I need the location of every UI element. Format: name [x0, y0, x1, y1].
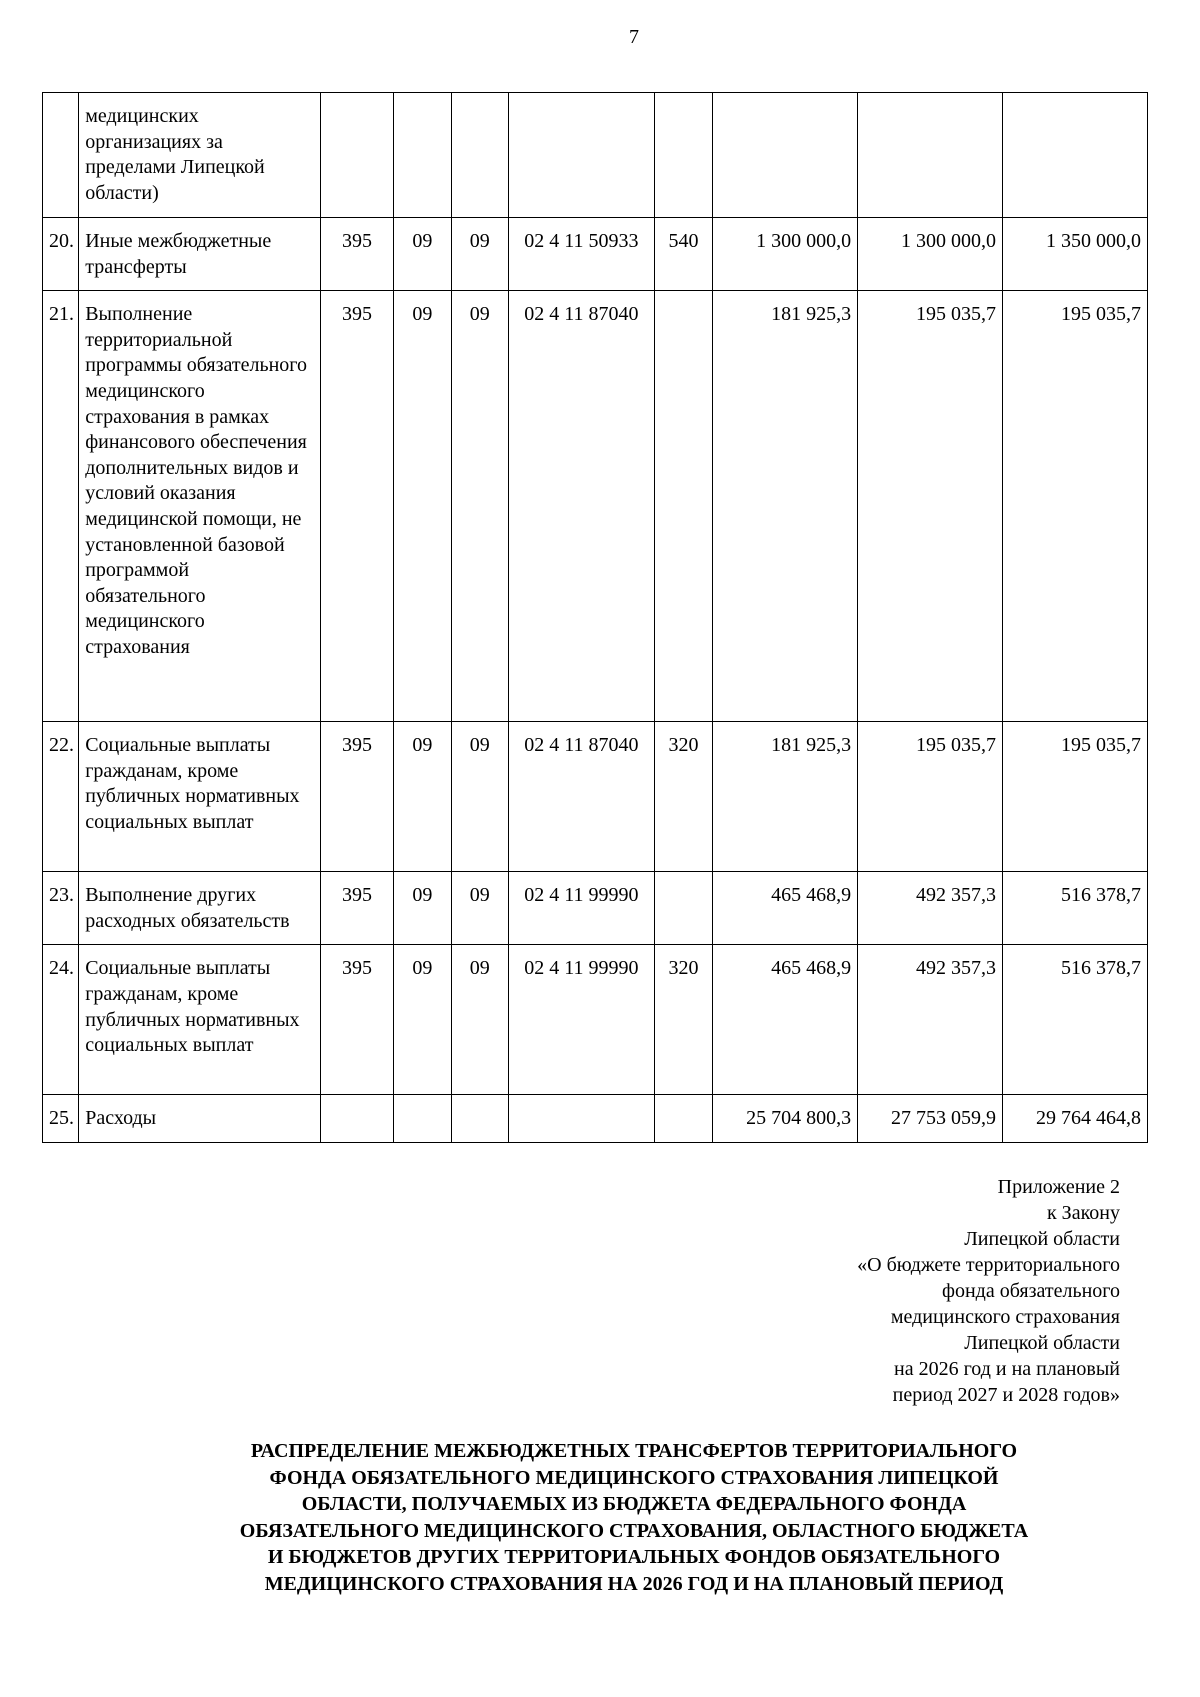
section-code: 09 — [394, 291, 451, 722]
amount-2027: 195 035,7 — [858, 291, 1003, 722]
amount-2028: 1 350 000,0 — [1003, 218, 1148, 291]
row-number — [43, 93, 79, 218]
amount-2027: 27 753 059,9 — [858, 1095, 1003, 1143]
appendix-line: Липецкой области — [964, 1228, 1120, 1250]
expense-type-code: 320 — [654, 945, 712, 1095]
amount-2027 — [858, 93, 1003, 218]
row-number: 24. — [43, 945, 79, 1095]
admin-code — [320, 1095, 393, 1143]
amount-2026: 181 925,3 — [713, 722, 858, 872]
subsection-code: 09 — [451, 872, 508, 945]
target-code: 02 4 11 87040 — [508, 722, 654, 872]
title-line: ОБЛАСТИ, ПОЛУЧАЕМЫХ ИЗ БЮДЖЕТА ФЕДЕРАЛЬНОГО ФОНДА — [301, 1493, 967, 1515]
admin-code: 395 — [320, 872, 393, 945]
expense-type-code — [654, 872, 712, 945]
section-code: 09 — [394, 722, 451, 872]
target-code — [508, 1095, 654, 1143]
amount-2026: 25 704 800,3 — [713, 1095, 858, 1143]
admin-code: 395 — [320, 218, 393, 291]
amount-2026: 465 468,9 — [713, 872, 858, 945]
target-code: 02 4 11 50933 — [508, 218, 654, 291]
amount-2027: 1 300 000,0 — [858, 218, 1003, 291]
appendix-line: период 2027 и 2028 годов» — [892, 1384, 1120, 1406]
row-number: 25. — [43, 1095, 79, 1143]
row-number: 21. — [43, 291, 79, 722]
admin-code: 395 — [320, 722, 393, 872]
table-row — [43, 218, 1148, 291]
table-row — [43, 722, 1148, 872]
expense-type-code — [654, 291, 712, 722]
target-code: 02 4 11 87040 — [508, 291, 654, 722]
amount-2027: 492 357,3 — [858, 945, 1003, 1095]
title-line: МЕДИЦИНСКОГО СТРАХОВАНИЯ НА 2026 ГОД И НА ПЛАНОВЫЙ ПЕРИОД — [264, 1572, 1004, 1595]
subsection-code: 09 — [451, 945, 508, 1095]
appendix-line: Приложение 2 — [997, 1176, 1120, 1198]
row-name: Иные межбюджетные трансферты — [79, 218, 321, 291]
appendix-note — [700, 1174, 1120, 1408]
row-name: Социальные выплаты гражданам, кроме публичных нормативных социальных выплат — [79, 945, 321, 1095]
row-name: медицинских организациях за пределами Липецкой области) — [79, 93, 321, 218]
subsection-code: 09 — [451, 722, 508, 872]
appendix-line: «О бюджете территориального — [857, 1254, 1120, 1276]
appendix-line: Липецкой области — [964, 1332, 1120, 1354]
expense-type-code — [654, 93, 712, 218]
section-code — [394, 1095, 451, 1143]
section-code: 09 — [394, 872, 451, 945]
expense-type-code — [654, 1095, 712, 1143]
subsection-code: 09 — [451, 291, 508, 722]
table-row — [43, 872, 1148, 945]
amount-2026: 465 468,9 — [713, 945, 858, 1095]
amount-2026: 181 925,3 — [713, 291, 858, 722]
table-row — [43, 93, 1148, 218]
amount-2027: 492 357,3 — [858, 872, 1003, 945]
expense-type-code: 320 — [654, 722, 712, 872]
appendix-line: медицинского страхования — [890, 1306, 1120, 1328]
row-name: Социальные выплаты гражданам, кроме публичных нормативных социальных выплат — [79, 722, 321, 872]
target-code: 02 4 11 99990 — [508, 945, 654, 1095]
section-code: 09 — [394, 945, 451, 1095]
row-name: Расходы — [79, 1095, 321, 1143]
amount-2028: 516 378,7 — [1003, 945, 1148, 1095]
subsection-code — [451, 93, 508, 218]
section-code: 09 — [394, 218, 451, 291]
table-row — [43, 945, 1148, 1095]
appendix-line: на 2026 год и на плановый — [893, 1358, 1120, 1380]
title-line: ОБЯЗАТЕЛЬНОГО МЕДИЦИНСКОГО СТРАХОВАНИЯ, ОБЛАСТНОГО БЮДЖЕТА — [239, 1519, 1029, 1542]
section-code — [394, 93, 451, 218]
expense-type-code: 540 — [654, 218, 712, 291]
row-name: Выполнение территориальной программы обязательного медицинского страхования в рамках финансового обеспечения дополнительных видов и условий оказания медицинской помощи, не установленной базовой программой обязательного медицинского страхования — [79, 291, 321, 722]
page-number: 7 — [629, 26, 639, 48]
amount-2028: 29 764 464,8 — [1003, 1095, 1148, 1143]
target-code: 02 4 11 99990 — [508, 872, 654, 945]
amount-2026: 1 300 000,0 — [713, 218, 858, 291]
title-line: ФОНДА ОБЯЗАТЕЛЬНОГО МЕДИЦИНСКОГО СТРАХОВАНИЯ ЛИПЕЦКОЙ — [269, 1466, 999, 1489]
target-code — [508, 93, 654, 218]
admin-code: 395 — [320, 945, 393, 1095]
table-row — [43, 291, 1148, 722]
subsection-code — [451, 1095, 508, 1143]
appendix-line: к Закону — [1046, 1202, 1120, 1224]
amount-2028 — [1003, 93, 1148, 218]
subsection-code: 09 — [451, 218, 508, 291]
row-number: 20. — [43, 218, 79, 291]
row-number: 23. — [43, 872, 79, 945]
admin-code: 395 — [320, 291, 393, 722]
document-title — [100, 1438, 1168, 1597]
table-row-total — [43, 1095, 1148, 1143]
amount-2028: 516 378,7 — [1003, 872, 1148, 945]
row-number: 22. — [43, 722, 79, 872]
amount-2028: 195 035,7 — [1003, 722, 1148, 872]
budget-table — [42, 92, 1148, 1143]
amount-2028: 195 035,7 — [1003, 291, 1148, 722]
row-name: Выполнение других расходных обязательств — [79, 872, 321, 945]
amount-2027: 195 035,7 — [858, 722, 1003, 872]
appendix-line: фонда обязательного — [942, 1280, 1120, 1302]
admin-code — [320, 93, 393, 218]
title-line: И БЮДЖЕТОВ ДРУГИХ ТЕРРИТОРИАЛЬНЫХ ФОНДОВ ОБЯЗАТЕЛЬНОГО — [267, 1546, 1001, 1568]
amount-2026 — [713, 93, 858, 218]
title-line: РАСПРЕДЕЛЕНИЕ МЕЖБЮДЖЕТНЫХ ТРАНСФЕРТОВ ТЕРРИТОРИАЛЬНОГО — [250, 1440, 1018, 1462]
